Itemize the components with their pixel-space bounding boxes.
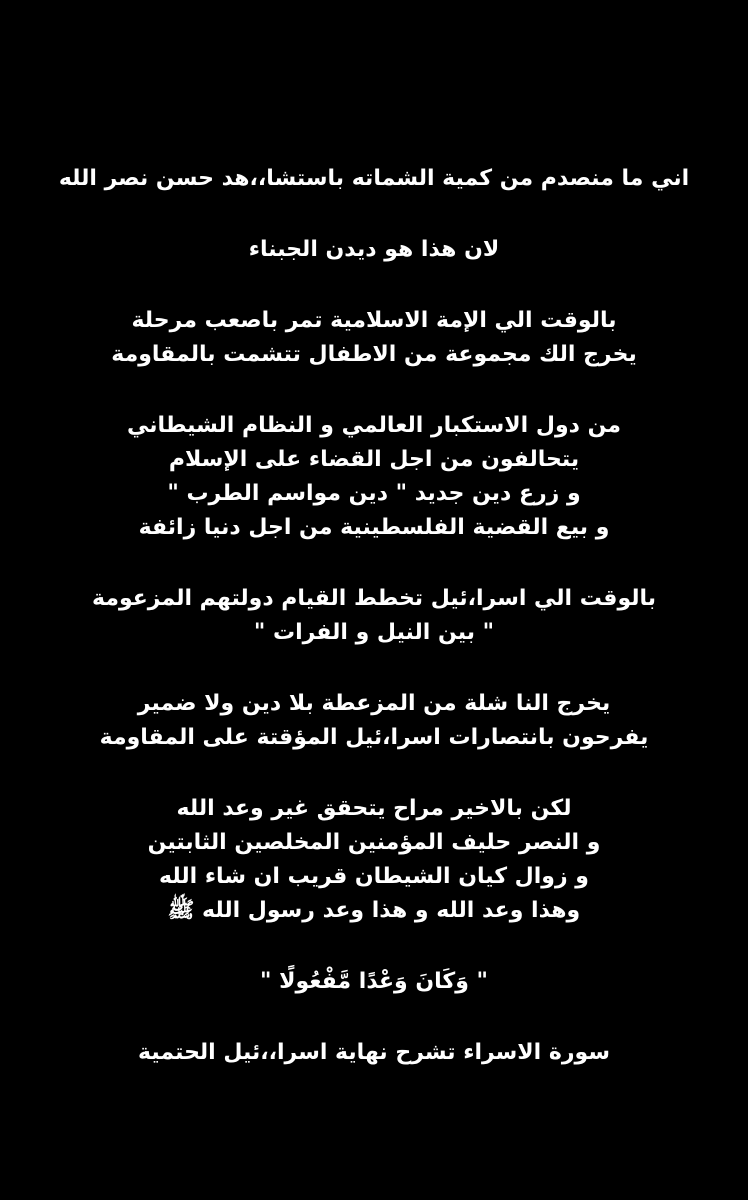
text-line: لكن بالاخير مراح يتحقق غير وعد الله (176, 796, 572, 821)
text-line: لان هذا هو ديدن الجبناء (248, 237, 500, 262)
text-line: اني ما منصدم من كمية الشماته باستشا،،هد حسن نصر الله (58, 166, 690, 191)
text-line: وهذا وعد الله و هذا وعد رسول الله ﷺ (167, 898, 581, 923)
paragraph-6 (24, 687, 724, 755)
paragraph-2 (24, 233, 724, 267)
text-line: يخرج النا شلة من المزعطة بلا دين ولا ضمير (137, 691, 611, 716)
text-line: و زوال كيان الشيطان قريب ان شاء الله (159, 864, 589, 889)
text-line: يخرج الك مجموعة من الاطفال تتشمت بالمقاومة (111, 342, 637, 367)
text-line: يفرحون بانتصارات اسرا،ئيل المؤقتة على المقاومة (99, 725, 649, 750)
text-line: " وَكَانَ وَعْدًا مَّفْعُولًا " (259, 969, 489, 994)
paragraph-5 (24, 582, 724, 650)
text-line: و النصر حليف المؤمنين المخلصين الثابتين (147, 830, 601, 855)
paragraph-7 (24, 792, 724, 928)
text-line: يتحالفون من اجل القضاء على الإسلام (168, 447, 580, 472)
paragraph-3 (24, 304, 724, 372)
text-line: " بين النيل و الفرات " (253, 620, 495, 645)
text-line: بالوقت الي الإمة الاسلامية تمر باصعب مرحلة (131, 308, 617, 333)
text-line: من دول الاستكبار العالمي و النظام الشيطاني (126, 413, 622, 438)
paragraph-4 (24, 409, 724, 545)
paragraph-9 (24, 1036, 724, 1070)
text-line: و بيع القضية الفلسطينية من اجل دنيا زائفة (138, 515, 610, 540)
story-text (24, 162, 724, 1107)
paragraph-8-quran-quote (24, 965, 724, 999)
text-line: سورة الاسراء تشرح نهاية اسرا،،ئيل الحتمية (138, 1040, 610, 1065)
paragraph-1 (24, 162, 724, 196)
text-line: بالوقت الي اسرا،ئيل تخطط القيام دولتهم المزعومة (91, 586, 657, 611)
text-line: و زرع دين جديد " دين مواسم الطرب " (167, 481, 581, 506)
